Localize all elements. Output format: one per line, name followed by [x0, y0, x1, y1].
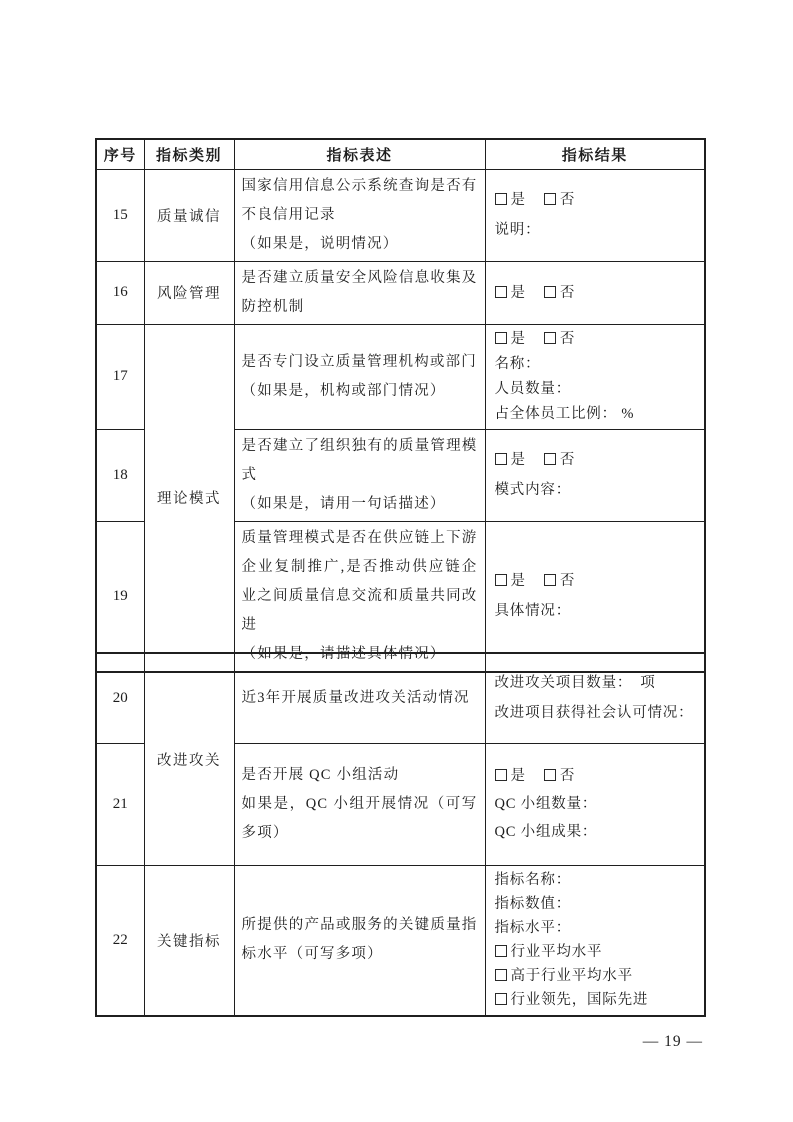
result-field-label: 改进项目获得社会认可情况： [494, 705, 694, 722]
result-field-label: QC 小组数量： [494, 796, 598, 812]
checkbox-industry-average[interactable] [495, 944, 603, 960]
checkbox-yes-label: 是 [510, 768, 526, 784]
checkbox-option-label: 行业平均水平 [510, 944, 603, 961]
checkbox-icon [544, 332, 556, 344]
checkbox-icon [495, 286, 507, 298]
row-number-cell: 17 [96, 324, 144, 429]
description-text: 所提供的产品或服务的关键质量指标水平（可写多项） [241, 917, 478, 963]
checkbox-yes[interactable] [495, 768, 526, 784]
checkbox-no-label: 否 [559, 452, 576, 468]
checkbox-icon [495, 574, 507, 586]
checkbox-no[interactable] [544, 452, 575, 468]
description-text: 是否建立了组织独有的质量管理模式 [241, 437, 478, 483]
checkbox-no-label: 否 [559, 284, 576, 301]
table-row [96, 653, 705, 743]
yes-no-checkbox-row [495, 327, 696, 352]
result-field-label: 指标数值： [494, 896, 571, 913]
checkbox-yes-label: 是 [510, 192, 526, 208]
result-field-label: QC 小组成果： [494, 824, 598, 840]
yes-no-checkbox-row [495, 566, 696, 596]
checkbox-yes[interactable] [495, 331, 526, 347]
result-cell [485, 653, 705, 743]
description-text: 是否建立质量安全风险信息收集及防控机制 [241, 269, 478, 315]
yes-no-checkbox-row [495, 278, 696, 308]
yes-no-checkbox-row [495, 445, 696, 475]
row-number-cell: 22 [96, 865, 144, 1016]
description-text: 是否专门设立质量管理机构或部门 [241, 353, 477, 370]
table-row [96, 261, 705, 324]
description-cell [234, 169, 485, 261]
checkbox-yes[interactable] [495, 285, 526, 301]
checkbox-icon [495, 769, 507, 781]
checkbox-above-industry-average[interactable] [495, 968, 633, 984]
description-cell [234, 324, 485, 429]
checkbox-industry-leading[interactable] [495, 992, 649, 1008]
result-field-label: 占全体员工比例： % [494, 405, 635, 422]
result-cell [485, 521, 705, 672]
result-field-label: 指标水平： [494, 920, 571, 937]
checkbox-no-label: 否 [559, 573, 576, 589]
category-cell: 理论模式 [144, 324, 234, 672]
checkbox-yes-label: 是 [510, 452, 526, 468]
result-field-label: 人员数量： [494, 380, 571, 397]
header-no: 序号 [96, 139, 144, 169]
result-cell [485, 169, 705, 261]
checkbox-option-row [495, 940, 696, 964]
checkbox-no-label: 否 [559, 192, 576, 208]
header-result: 指标结果 [485, 139, 705, 169]
row-number-cell: 18 [96, 429, 144, 521]
table-header-row [96, 139, 705, 169]
header-description: 指标表述 [234, 139, 485, 169]
checkbox-icon [495, 193, 507, 205]
checkbox-option-row [495, 988, 696, 1012]
description-text: （如果是，请描述具体情况） [241, 645, 446, 662]
description-cell [234, 865, 485, 1016]
checkbox-no-label: 否 [559, 768, 576, 784]
row-number-cell: 21 [96, 743, 144, 865]
result-field-label: 模式内容： [494, 482, 571, 498]
indicator-table-part-1 [95, 138, 706, 673]
table-row [96, 169, 705, 261]
checkbox-icon [495, 945, 507, 957]
page-number: — 19 — [642, 1033, 703, 1050]
header-category: 指标类别 [144, 139, 234, 169]
result-field-label: 名称： [494, 355, 541, 372]
checkbox-option-label: 高于行业平均水平 [510, 968, 633, 985]
checkbox-icon [544, 769, 556, 781]
checkbox-no[interactable] [544, 192, 575, 208]
checkbox-icon [544, 453, 556, 465]
category-cell: 质量诚信 [144, 169, 234, 261]
table-row [96, 865, 705, 1016]
result-field-label: 说明： [494, 222, 541, 238]
table-row [96, 324, 705, 429]
checkbox-icon [495, 453, 507, 465]
checkbox-icon [544, 574, 556, 586]
description-text: （如果是，请用一句话描述） [241, 495, 446, 512]
description-text: 国家信用信息公示系统查询是否有不良信用记录 [241, 177, 478, 223]
row-number-cell: 15 [96, 169, 144, 261]
checkbox-icon [544, 193, 556, 205]
description-text: 质量管理模式是否在供应链上下游企业复制推广,是否推动供应链企业之间质量信息交流和质量共同改进 [241, 529, 478, 633]
category-cell: 改进攻关 [144, 653, 234, 865]
checkbox-icon [495, 969, 507, 981]
row-number-cell: 20 [96, 653, 144, 743]
category-cell: 风险管理 [144, 261, 234, 324]
row-number-cell: 16 [96, 261, 144, 324]
description-text: （如果是，机构或部门情况） [241, 382, 446, 399]
result-cell [485, 429, 705, 521]
result-field-label: 具体情况： [494, 603, 571, 619]
result-cell [485, 865, 705, 1016]
checkbox-yes[interactable] [495, 573, 526, 589]
result-field-label: 指标名称： [494, 872, 571, 889]
description-cell [234, 743, 485, 865]
checkbox-option-row [495, 964, 696, 988]
description-cell [234, 521, 485, 672]
checkbox-icon [544, 286, 556, 298]
checkbox-yes-label: 是 [510, 573, 526, 589]
checkbox-icon [495, 993, 507, 1005]
row-number-cell: 19 [96, 521, 144, 672]
description-text: 如果是，QC 小组开展情况（可写多项） [241, 795, 478, 841]
description-cell [234, 653, 485, 743]
result-field-label: 改进攻关项目数量： 项 [494, 675, 656, 692]
description-cell [234, 261, 485, 324]
category-cell: 关键指标 [144, 865, 234, 1016]
checkbox-yes[interactable] [495, 452, 526, 468]
checkbox-no[interactable] [544, 768, 575, 784]
checkbox-yes[interactable] [495, 192, 526, 208]
yes-no-checkbox-row [495, 762, 696, 790]
checkbox-no[interactable] [544, 331, 575, 347]
checkbox-no-label: 否 [559, 330, 576, 347]
checkbox-no[interactable] [544, 285, 575, 301]
indicator-table-part-2 [95, 652, 706, 1017]
checkbox-yes-label: 是 [510, 284, 526, 301]
description-text: 是否开展 QC 小组活动 [241, 766, 400, 783]
checkbox-no[interactable] [544, 573, 575, 589]
result-cell [485, 743, 705, 865]
result-cell [485, 261, 705, 324]
checkbox-option-label: 行业领先，国际先进 [510, 992, 649, 1009]
description-text: 近3年开展质量改进攻关活动情况 [241, 689, 470, 706]
yes-no-checkbox-row [495, 185, 696, 215]
description-text: （如果是，说明情况） [241, 235, 399, 252]
checkbox-icon [495, 332, 507, 344]
description-cell [234, 429, 485, 521]
result-cell [485, 324, 705, 429]
checkbox-yes-label: 是 [510, 330, 526, 347]
